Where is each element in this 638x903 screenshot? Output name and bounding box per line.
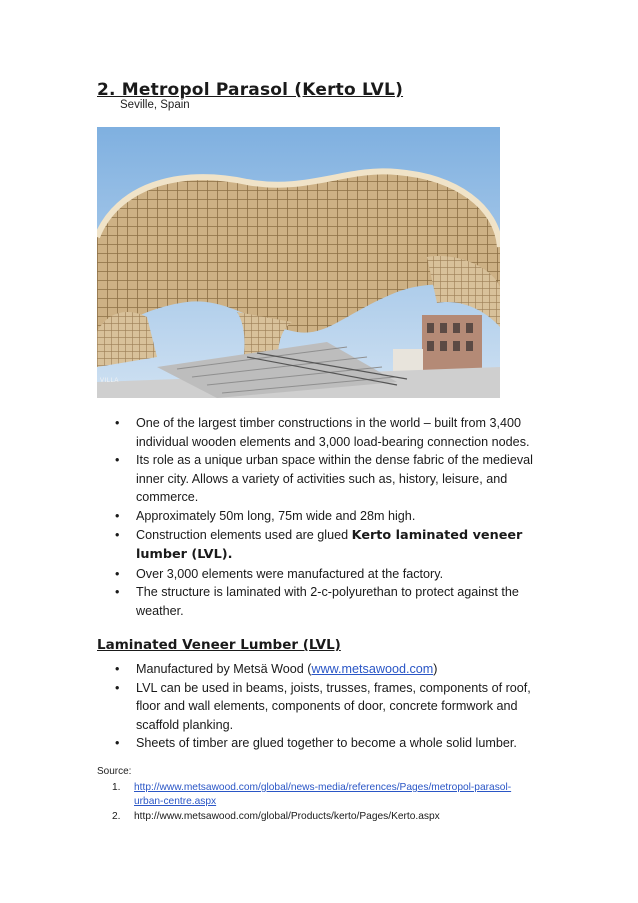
list-item	[112, 526, 542, 565]
list-item: • Approximately 50m long, 75m wide and 28m high.	[112, 507, 542, 526]
bold-term: Kerto laminated veneer lumber (LVL).	[136, 527, 523, 563]
list-item-text: Construction elements used are glued	[136, 527, 352, 542]
list-item: • Sheets of timber are glued together to become a whole solid lumber.	[112, 734, 542, 753]
photo-credit: VILLA	[100, 378, 119, 384]
list-item: • LVL can be used in beams, joists, trusses, frames, components of roof, floor and wall elements, components of door, concrete formwork and scaffold planking.	[112, 679, 542, 735]
source-item	[112, 781, 532, 809]
list-item-text: )	[433, 662, 438, 676]
page-title: 2. Metropol Parasol (Kerto LVL)	[97, 80, 404, 100]
source-url-text: http://www.metsawood.com/global/Products/kerto/Pages/Kerto.aspx	[134, 811, 440, 822]
lvl-section-heading: Laminated Veneer Lumber (LVL)	[97, 637, 341, 653]
list-item: • One of the largest timber constructions in the world – built from 3,400 individual wooden elements and 3,000 load-bearing connection nodes.	[112, 414, 542, 451]
source-number: 2.	[112, 811, 121, 822]
list-item: • Over 3,000 elements were manufactured at the factory.	[112, 565, 542, 584]
source-number: 1.	[112, 782, 121, 793]
list-item-text: Manufactured by Metsä Wood (	[136, 662, 312, 676]
fact-list	[112, 414, 542, 621]
metsawood-link[interactable]: www.metsawood.com	[311, 662, 434, 676]
source-item	[112, 810, 532, 824]
list-item: • Its role as a unique urban space within the dense fabric of the medieval inner city. Allows a variety of activities such as, history, leisure, and commerce.	[112, 451, 542, 507]
source-list	[112, 781, 532, 825]
location-subtitle: Seville, Spain	[120, 99, 190, 111]
lvl-list	[112, 660, 542, 753]
source-label: Source:	[97, 766, 132, 777]
list-item	[112, 660, 542, 679]
metropol-parasol-photo	[97, 127, 500, 398]
photo-image	[97, 127, 500, 398]
list-item: • The structure is laminated with 2-c-polyurethan to protect against the weather.	[112, 583, 542, 620]
source-link[interactable]: http://www.metsawood.com/global/news-media/references/Pages/metropol-parasol-urban-centre.aspx	[134, 782, 512, 807]
